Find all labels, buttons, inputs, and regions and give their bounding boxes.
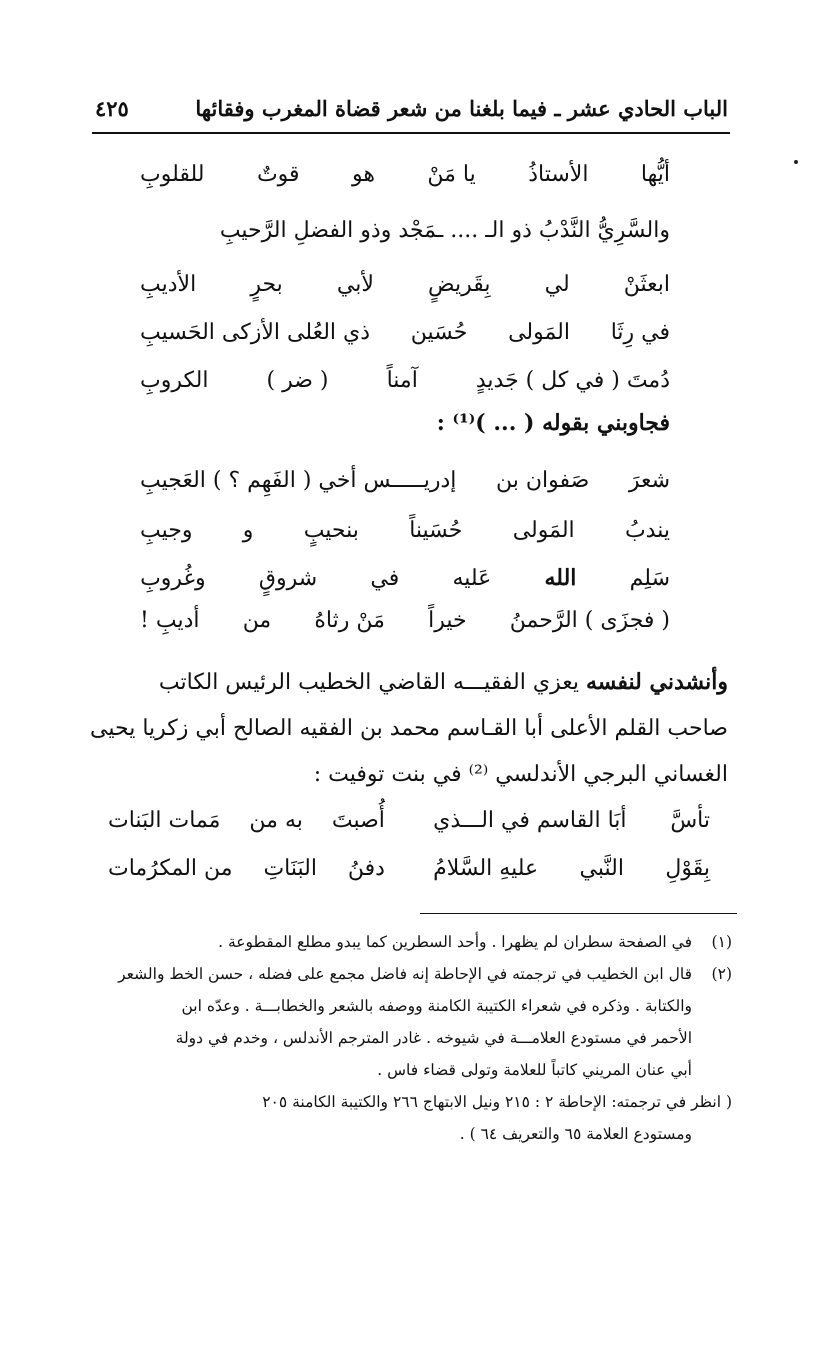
- verse-word: ذي العُلى الأزكى الحَسيبِ: [140, 319, 371, 345]
- verse-word: في: [370, 565, 400, 591]
- prose-paragraph: [92, 662, 728, 795]
- verse-word: دفنُ: [347, 855, 385, 881]
- verse-word: دُمتَ ( في كل ) جَديدٍ: [475, 367, 670, 393]
- verse-word: أُصبتَ: [331, 807, 385, 833]
- verse-word: بحرٍ: [250, 271, 283, 297]
- verse-word: آمناً: [386, 367, 418, 393]
- verse-word: بِقَوْلِ: [665, 855, 710, 881]
- footnote-line: والكتابة . وذكره في شعراء الكتيبة الكامنة ووصفه بالشعر والخطابـــة . وعدّه ابن: [181, 997, 692, 1015]
- hemistich: [433, 856, 710, 881]
- verse-word: البَنَاتِ: [263, 855, 317, 881]
- verse-line: [140, 360, 670, 400]
- footnote-line: ( انظر في ترجمته: الإحاطة ٢ : ٢١٥ ونيل الابتهاج ٢٦٦ والكتيبة الكامنة ٢٠٥: [262, 1093, 732, 1111]
- verse-word: الأستاذُ: [528, 161, 589, 187]
- verse-line: [140, 312, 670, 352]
- verse-line: [140, 264, 670, 304]
- verse-word: عليهِ السَّلامُ: [433, 855, 539, 881]
- prose-text: صاحب القلم الأعلى أبا القـاسم محمد بن الفقيه الصالح أبي زكريا يحيى: [90, 716, 728, 741]
- verse-word: تأسَّ: [670, 807, 710, 833]
- margin-dot: [794, 160, 798, 164]
- verse-word: شروقٍ: [258, 565, 318, 591]
- footnotes: [85, 926, 732, 1150]
- verse-text: والسَّرِيُّ النَّدْبُ ذو الـ .... ـمَجْد وذو الفضلِ الرَّحيبِ: [219, 217, 670, 243]
- hemistich: [108, 856, 385, 881]
- verse-word: المَولى: [512, 517, 575, 543]
- verse-word: مَمات البَنات: [108, 807, 221, 833]
- prose-text: يعزي الفقيـــه القاضي الخطيب الرئيس الكاتب: [158, 670, 586, 695]
- hemistich: [108, 808, 385, 833]
- verse-word: حُسَين: [410, 319, 468, 345]
- verse-line: [140, 210, 670, 250]
- footnote-text: في الصفحة سطران لم يظهرا . وأحد السطرين كما يبدو مطلع المقطوعة .: [218, 933, 692, 951]
- reply-intro: فجاوبني بقوله ( ... )⁽¹⁾ :: [436, 410, 670, 436]
- verse-word: الله: [544, 565, 577, 591]
- verse-word: صَفوان بن: [495, 467, 590, 493]
- verse-word: وجيبِ: [140, 517, 193, 543]
- verse-word: أيُّها: [640, 161, 670, 187]
- verse-line: [108, 848, 710, 888]
- verse-word: ابعثَنْ: [623, 271, 670, 297]
- prose-bold-lead: وأنشدني لنفسه: [585, 669, 728, 695]
- verse-word: بنحيبٍ: [303, 517, 359, 543]
- verse-line: [140, 460, 670, 500]
- footnote-line: أبي عنان المريني كاتباً للعلامة وتولى قضاء فاس .: [377, 1061, 692, 1079]
- verse-word: في رِثَا: [610, 319, 670, 345]
- prose-line: [92, 709, 728, 749]
- verse-word: من: [242, 607, 272, 633]
- verse-word: المَولى: [508, 319, 571, 345]
- verse-word: الأديبِ: [140, 271, 197, 297]
- verse-line: [140, 154, 670, 194]
- verse-word: أديبِ !: [140, 607, 200, 633]
- footnote-rule: [420, 913, 737, 914]
- verse-word: و: [242, 517, 254, 543]
- verse-word: حُسَيناً: [409, 517, 463, 543]
- verse-word: النَّبي: [579, 855, 624, 881]
- verse-word: ( ضر ): [266, 367, 329, 393]
- footnote-number: (١): [711, 933, 732, 951]
- verse-word: به من: [249, 807, 303, 833]
- verse-word: شعرَ: [628, 467, 670, 493]
- verse-word: يندبُ: [624, 517, 670, 543]
- verse-line: [140, 600, 670, 640]
- verse-word: من المكرُمات: [108, 855, 233, 881]
- verse-word: يا مَنْ: [427, 161, 476, 187]
- verse-word: ( فجزَى ) الرَّحمنُ: [509, 607, 670, 633]
- verse-line: [140, 510, 670, 550]
- verse-word: عَليه: [452, 565, 492, 591]
- prose-line: [92, 755, 728, 795]
- verse-word: وغُروبِ: [140, 565, 206, 591]
- header-rule: [92, 132, 730, 134]
- verse-word: بِقَريضٍ: [428, 271, 491, 297]
- verse-word: خيراً: [428, 607, 467, 633]
- prose-line: [92, 662, 728, 703]
- page-header: [95, 88, 728, 128]
- verse-word: للقلوبِ: [140, 161, 205, 187]
- footnote-line: ومستودع العلامة ٦٥ والتعريف ٦٤ ) .: [459, 1125, 692, 1143]
- running-title: الباب الحادي عشر ـ فيما بلغنا من شعر قضاة المغرب وفقائها: [195, 95, 728, 121]
- verse-line: [140, 558, 670, 598]
- page-number: ٤٢٥: [95, 95, 129, 121]
- verse-word: لي: [544, 271, 570, 297]
- verse-word: سَلِم: [629, 565, 670, 591]
- footnote-line: الأحمر في مستودع العلامـــة في شيوخه . غادر المترجم الأندلس ، وخدم في دولة: [175, 1029, 692, 1047]
- verse-word: لأبي: [336, 271, 374, 297]
- footnote-1: [85, 926, 732, 958]
- verse-word: إدريـــــس أخي ( الفَهِم ؟ ) العَجيبِ: [140, 467, 457, 493]
- prose-text: الغساني البرجي الأندلسي ⁽²⁾ في بنت توفيت :: [313, 762, 728, 787]
- footnote-2: [85, 958, 732, 990]
- verse-word: قوتٌ: [256, 161, 300, 187]
- verse-word: أبَا القاسم في الـــذي: [433, 807, 627, 833]
- verse-line: [108, 800, 710, 840]
- hemistich: [433, 808, 710, 833]
- verse-word: مَنْ رثاهُ: [314, 607, 385, 633]
- verse-word: الكروبِ: [140, 367, 209, 393]
- footnote-number: (٢): [711, 965, 732, 983]
- verse-word: هو: [351, 161, 375, 187]
- footnote-text: قال ابن الخطيب في ترجمته في الإحاطة إنه فاضل مجمع على فضله ، حسن الخط والشعر: [118, 965, 692, 983]
